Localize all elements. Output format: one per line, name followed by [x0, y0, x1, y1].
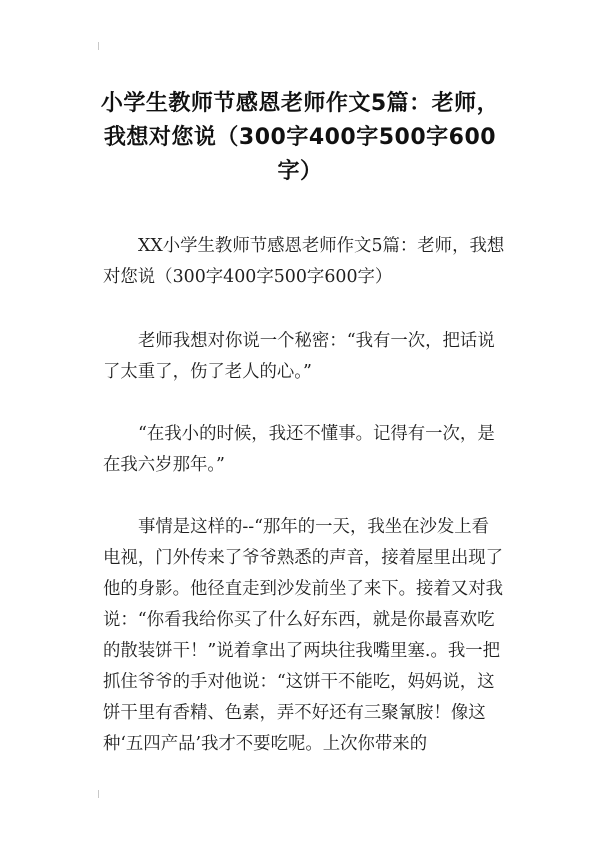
- document-title: 小学生教师节感恩老师作文5篇：老师，我想对您说（300字400字500字600字）: [100, 90, 500, 184]
- page-corner-mark-top: [98, 42, 99, 50]
- paragraph-4: 事情是这样的--“那年的一天，我坐在沙发上看电视，门外传来了爷爷熟悉的声音，接着屋里出现了他的身影。他径直走到沙发前坐了来下。接着又对我说：“你看我给你买了什么好东西，就是你最喜欢吃的散装饼干！”说着拿出了两块往我嘴里塞.。我一把抓住爷爷的手对他说：“这饼干不能吃，妈妈说，这饼干里有香精、色素，弄不好还有三聚氰胺！像这种‘五四产品’我才不要吃呢。上次你带来的: [103, 517, 503, 754]
- paragraph-2: 老师我想对你说一个秘密：“我有一次，把话说了太重了，伤了老人的心。”: [103, 331, 495, 382]
- page-corner-mark-bottom: [98, 790, 99, 798]
- paragraph-1: XX小学生教师节感恩老师作文5篇：老师，我想对您说（300字400字500字600字）: [103, 236, 505, 287]
- paragraph-3: “在我小的时候，我还不懂事。记得有一次，是在我六岁那年。”: [103, 424, 495, 475]
